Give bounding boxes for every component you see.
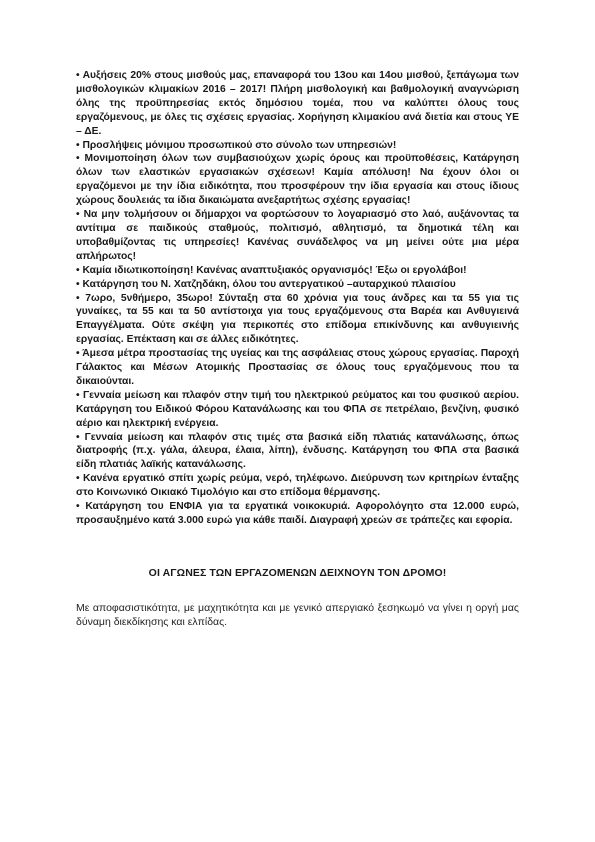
- demand-item: • 7ωρο, 5νθήμερο, 35ωρο! Σύνταξη στα 60 χρόνια για τους άνδρες και τα 55 για τις γυναίκες, τα 55 και τα 50 αντίστοιχα για τους εργαζόμενους στα Βαρέα και Ανθυγιεινά Επαγγέλματα. Ούτε σκέψη για περικοπές στο επίδομα επικίνδυνης και ανθυγιεινής εργασίας. Επέκταση και σε άλλες ειδικότητες.: [76, 292, 519, 346]
- demand-item: • Μονιμοποίηση όλων των συμβασιούχων χωρίς όρους και προϋποθέσεις, Κατάργηση όλων των ελαστικών εργασιακών σχέσεων! Καμία απόλυση! Να έχουν όλοι οι εργαζόμενοι με την ίδια ειδικότητα, που προσφέρουν την ίδια εργασία και στους ίδιους χώρους δουλειάς τα ίδια δικαιώματα ανεξαρτήτως σχέσης εργασίας!: [76, 153, 519, 207]
- document-page: [76, 69, 519, 639]
- closing-paragraph: Με αποφασιστικότητα, με μαχητικότητα και με γενικό απεργιακό ξεσηκωμό να γίνει η οργή μας δύναμη διεκδίκησης και ελπίδας.: [76, 601, 519, 628]
- demands-list: [76, 69, 519, 528]
- demand-item: • Άμεσα μέτρα προστασίας της υγείας και της ασφάλειας στους χώρους εργασίας. Παροχή Γάλακτος και Μέσων Ατομικής Προστασίας σε όλους τους εργαζόμενους που τα δικαιούνται.: [76, 348, 519, 387]
- demand-item: • Καμία ιδιωτικοποίηση! Κανένας αναπτυξιακός οργανισμός! Έξω οι εργολάβοι!: [76, 264, 467, 276]
- demand-item: • Κατάργηση του ΕΝΦΙΑ για τα εργατικά νοικοκυριά. Αφορολόγητο στα 12.000 ευρώ, προσαυξημένο κατά 3.000 ευρώ για κάθε παιδί. Διαγραφή χρεών σε τράπεζες και εφορία.: [76, 501, 519, 526]
- demand-item: • Κατάργηση του Ν. Χατζηδάκη, όλου του αντεργατικού –αυταρχικού πλαισίου: [76, 278, 456, 290]
- demand-item: • Γενναία μείωση και πλαφόν στην τιμή του ηλεκτρικού ρεύματος και του φυσικού αερίου. Κατάργηση του Ειδικού Φόρου Κατανάλωσης και του ΦΠΑ σε πετρέλαιο, βενζίνη, φυσικό αέριο και ηλεκτρική ενέργεια.: [76, 389, 519, 429]
- demand-item: • Κανένα εργατικό σπίτι χωρίς ρεύμα, νερό, τηλέφωνο. Διεύρυνση των κριτηρίων ένταξης στο Κοινωνικό Οικιακό Τιμολόγιο και στο επίδομα θέρμανσης.: [76, 473, 519, 499]
- slogan-heading: ΟΙ ΑΓΩΝΕΣ ΤΩΝ ΕΡΓΑΖΟΜΕΝΩΝ ΔΕΙΧΝΟΥΝ ΤΟΝ ΔΡΟΜΟ!: [148, 566, 447, 579]
- demand-item: • Αυξήσεις 20% στους μισθούς μας, επαναφορά του 13ου και 14ου μισθού, ξεπάγωμα των μισθολογικών κλιμακίων 2016 – 2017! Πλήρη μισθολογική και βαθμολογική αναγνώριση όλης της προϋπηρεσίας εκτός δημόσιου τομέα, που να καλύπτει όλους τους εργαζόμενους, με όλες τις σχέσεις εργασίας. Χορήγηση κλιμακίου ανά διετία και στους ΥΕ – ΔΕ.: [76, 70, 519, 137]
- demand-item: • Προσλήψεις μόνιμου προσωπικού στο σύνολο των υπηρεσιών!: [76, 139, 397, 151]
- demand-item: • Να μην τολμήσουν οι δήμαρχοι να φορτώσουν το λογαριασμό στο λαό, αυξάνοντας τα αντίτιμα σε παιδικούς σταθμούς, πολιτισμό, αθλητισμό, τα δημοτικά τέλη και υποβαθμίζοντας τις υπηρεσίες! Κανένας συνάδελφος να μη μείνει ούτε μια μέρα απλήρωτος!: [76, 209, 519, 262]
- demand-item: • Γενναία μείωση και πλαφόν στις τιμές στα βασικά είδη πλατιάς κατανάλωσης, όπως διατροφής (π.χ. γάλα, άλευρα, έλαια, λίπη), ένδυσης. Κατάργηση του ΦΠΑ στα βασικά είδη πλατιάς λαϊκής κατανάλωσης.: [76, 431, 519, 471]
